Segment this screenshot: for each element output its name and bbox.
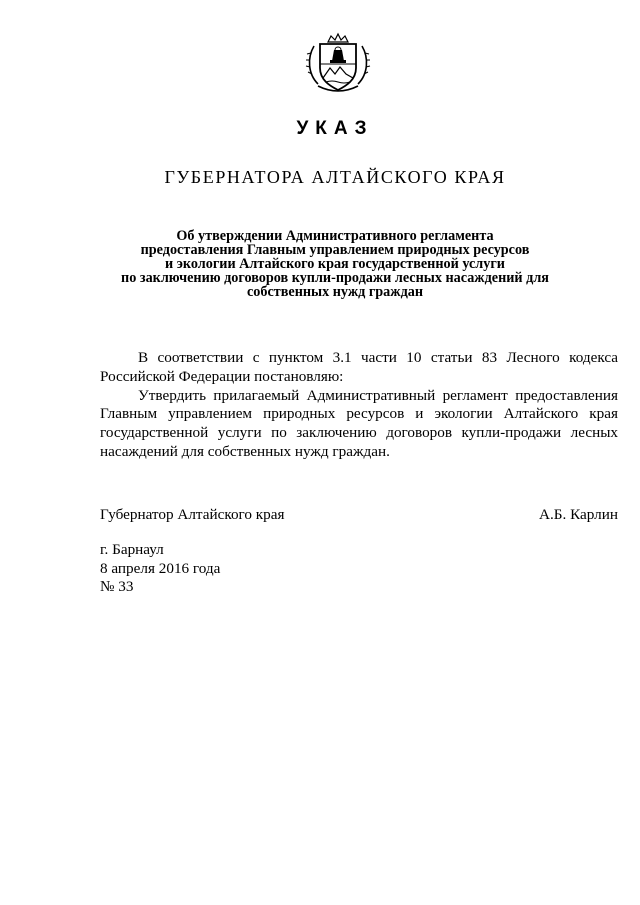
document-details bbox=[100, 541, 220, 597]
document-number: № 33 bbox=[100, 578, 134, 596]
document-body bbox=[100, 349, 618, 462]
document-title bbox=[100, 229, 570, 299]
signature-block bbox=[100, 506, 618, 524]
title-line: собственных нужд граждан bbox=[246, 284, 424, 300]
issue-place: г. Барнаул bbox=[100, 541, 164, 558]
title-line: по заключению договоров купли-продажи лесных насаждений для bbox=[121, 270, 549, 286]
issue-date: 8 апреля 2016 года bbox=[100, 559, 221, 577]
title-line: предоставления Главным управлением природных ресурсов bbox=[140, 242, 530, 258]
title-line: и экологии Алтайского края государственной услуги bbox=[165, 256, 505, 272]
body-paragraph: Утвердить прилагаемый Административный регламент предоставления Главным управлением природных ресурсов и экологии Алтайского края государственной услуги по заключению договоров купли-продажи лесных насаждений для собственных нужд граждан. bbox=[100, 386, 618, 460]
title-line: Об утверждении Административного регламента bbox=[176, 228, 494, 244]
issuing-authority: ГУБЕРНАТОРА АЛТАЙСКОГО КРАЯ bbox=[164, 167, 506, 187]
coat-of-arms-icon bbox=[304, 30, 372, 98]
document-type: УКАЗ bbox=[296, 118, 374, 139]
signatory-name: А.Б. Карлин bbox=[539, 506, 618, 523]
body-paragraph: В соответствии с пунктом 3.1 части 10 статьи 83 Лесного кодекса Российской Федерации постановляю: bbox=[100, 349, 618, 385]
signatory-position: Губернатор Алтайского края bbox=[100, 506, 285, 523]
